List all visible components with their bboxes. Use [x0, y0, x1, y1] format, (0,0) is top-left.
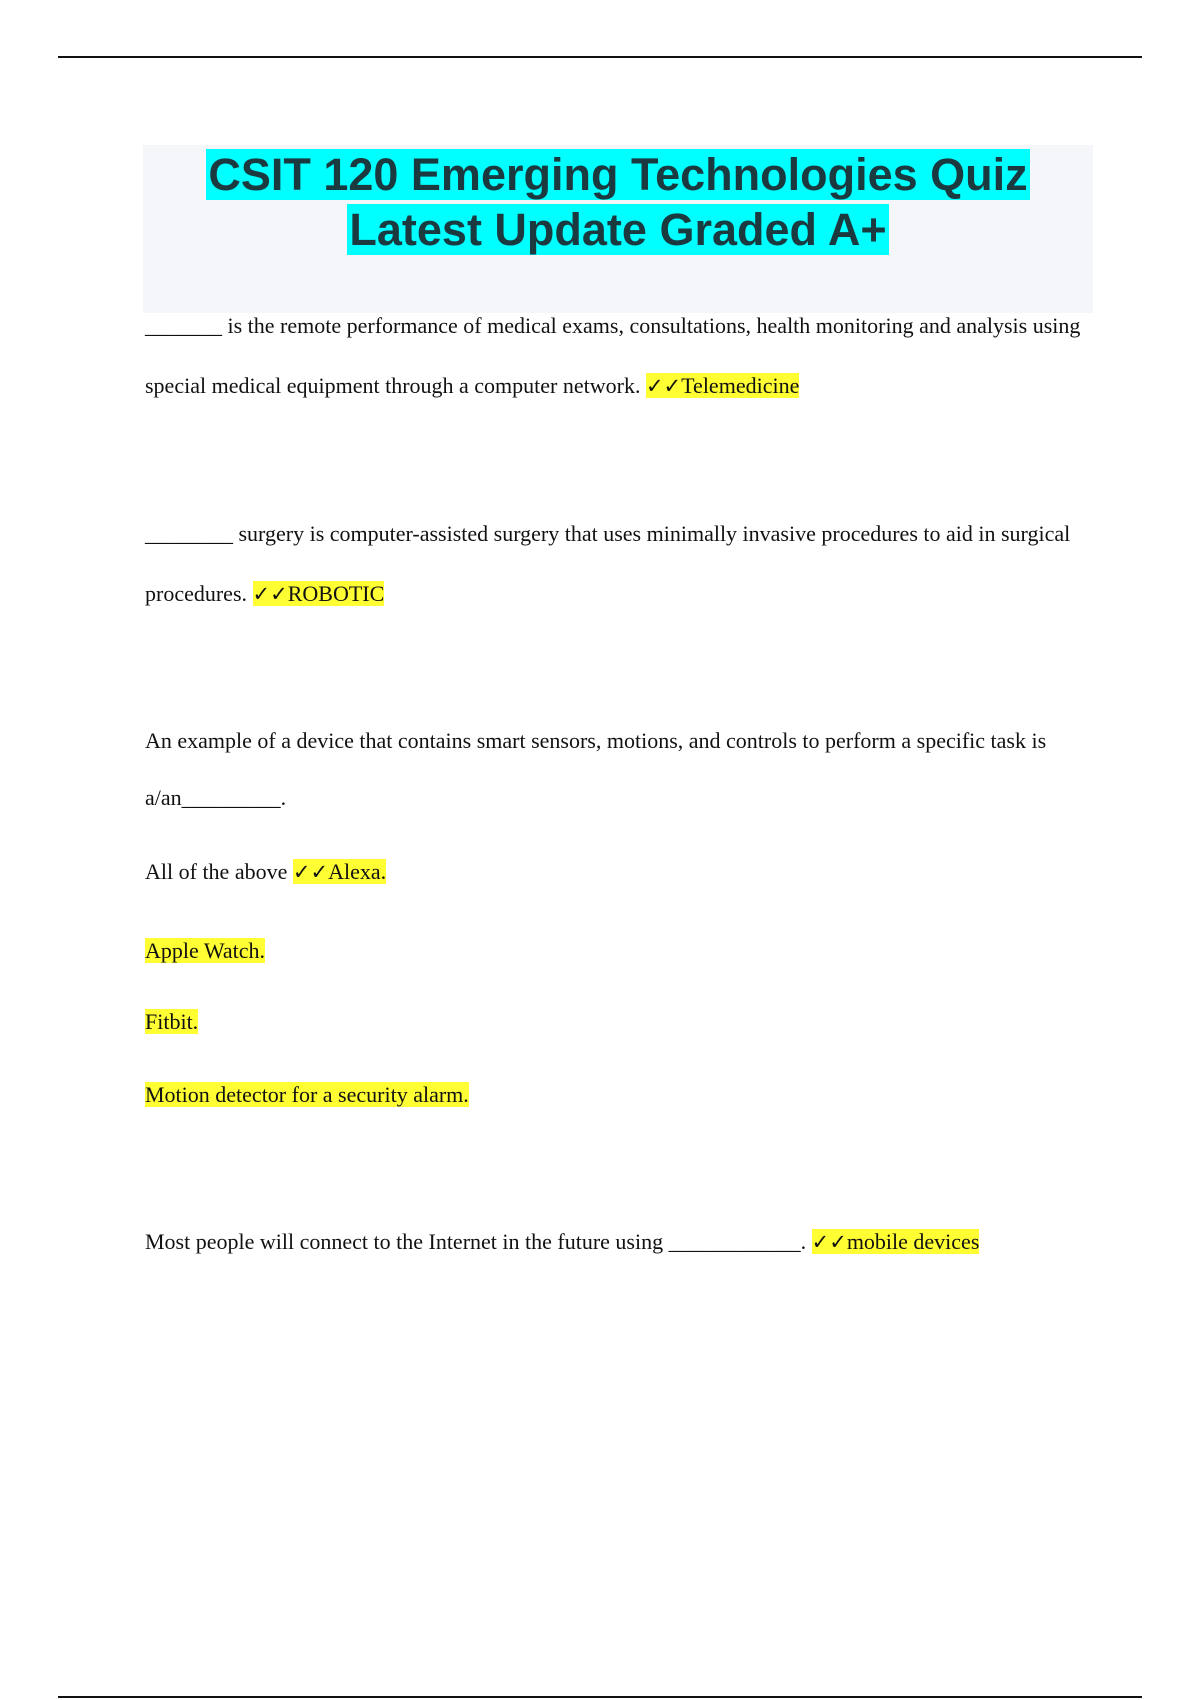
bottom-rule	[58, 1696, 1142, 1698]
checkmark-icon: ✓✓	[645, 374, 682, 398]
title-line-2: Latest Update Graded A+	[349, 204, 887, 255]
answer-text: Telemedicine	[681, 373, 800, 398]
answer-highlight	[646, 373, 799, 398]
title-line-1: CSIT 120 Emerging Technologies Quiz	[208, 149, 1028, 200]
option-item	[145, 1007, 198, 1037]
question-text: An example of a device that contains smart sensors, motions, and controls to perform a specific task is a/an_________.	[145, 728, 1047, 810]
option-prefix: All of the above	[145, 859, 288, 884]
answer-text: mobile devices	[846, 1229, 980, 1254]
title-block	[143, 145, 1093, 313]
top-rule	[58, 56, 1142, 58]
option-text: Fitbit.	[145, 1009, 199, 1034]
answer-text: Alexa.	[328, 859, 387, 884]
question-4	[145, 1227, 979, 1257]
option-text: Motion detector for a security alarm.	[145, 1082, 469, 1107]
answer-highlight	[812, 1229, 980, 1254]
question-text: ________ surgery is computer-assisted surgery that uses minimally invasive procedures to aid in surgical procedures.	[145, 521, 1071, 606]
answer-highlight	[253, 581, 385, 606]
question-3	[145, 712, 1095, 826]
checkmark-icon: ✓✓	[292, 860, 329, 884]
option-item	[145, 936, 265, 966]
question-1	[145, 296, 1095, 416]
checkmark-icon: ✓✓	[252, 582, 288, 606]
checkmark-icon: ✓✓	[811, 1230, 847, 1254]
option-text: Apple Watch.	[145, 938, 266, 963]
answer-highlight	[293, 859, 386, 884]
option-item	[145, 1080, 469, 1110]
answer-text: ROBOTIC	[287, 581, 385, 606]
question-text: _______ is the remote performance of medical exams, consultations, health monitoring and analysis using special medical equipment through a computer network.	[145, 313, 1081, 398]
question-2	[145, 504, 1095, 624]
question-3-answer	[145, 857, 386, 887]
question-text: Most people will connect to the Internet in the future using ____________.	[145, 1229, 807, 1254]
document-title	[143, 145, 1093, 257]
